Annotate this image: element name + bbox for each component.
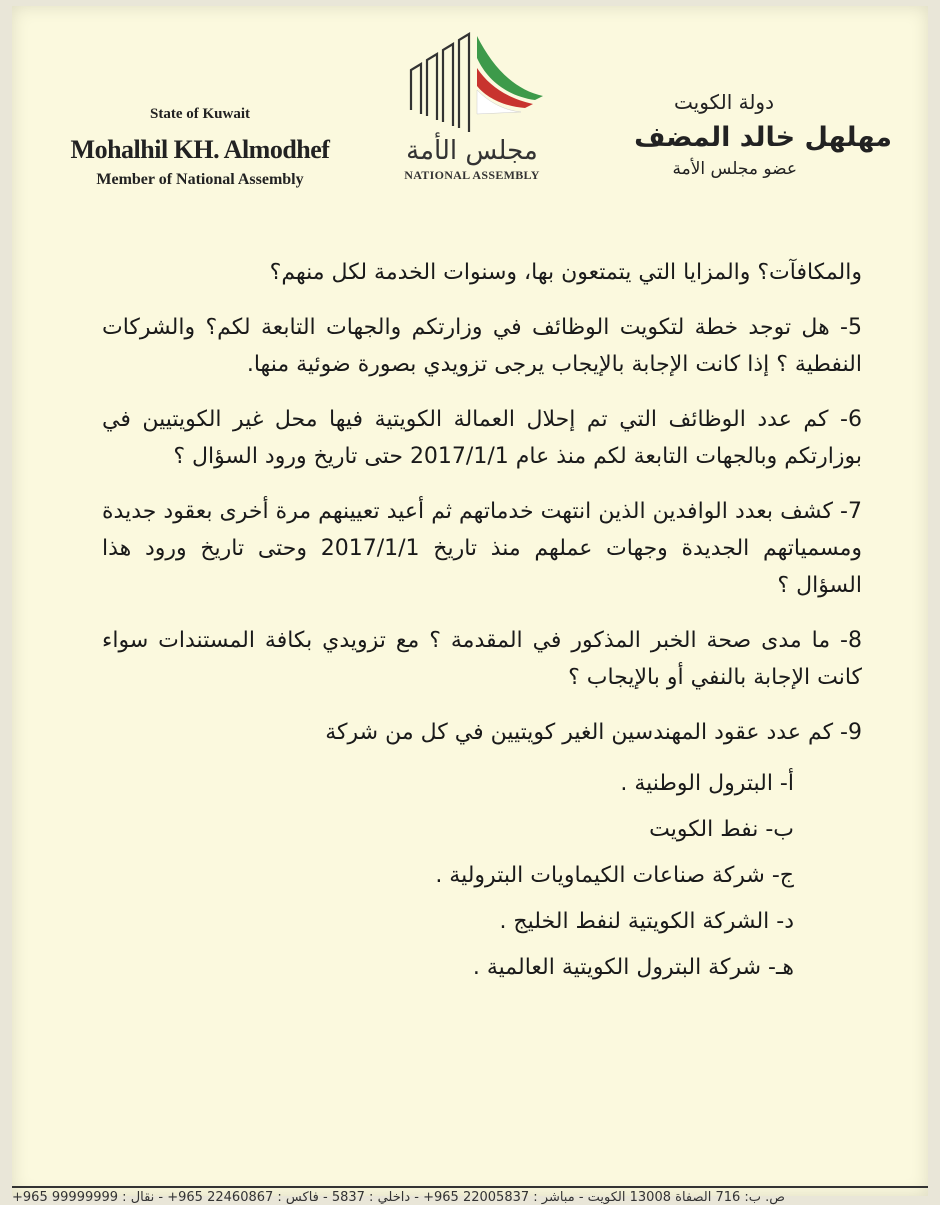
list-item: د- الشركة الكويتية لنفط الخليج . (499, 909, 794, 934)
letterhead-state-ar: دولة الكويت (674, 90, 774, 114)
letterhead-english (50, 106, 350, 189)
assembly-emblem-icon (397, 24, 547, 136)
letterhead-role-en: Member of National Assembly (96, 171, 304, 188)
letterhead-name-en: Mohalhil KH. Almodhef (70, 135, 330, 164)
letterhead-name-ar: مهلهل خالد المضف (634, 122, 892, 153)
list-item: هـ- شركة البترول الكويتية العالمية . (472, 955, 794, 980)
national-assembly-logo (387, 24, 557, 183)
question-6: 6- كم عدد الوظائف التي تم إحلال العمالة الكويتية فيها محل غير الكويتيين في بوزارتكم وبالجهات التابعة لكم منذ عام 2017/1/1 حتى تاريخ ورود السؤال ؟ (102, 407, 862, 469)
letterhead-arabic (622, 90, 892, 179)
footer-contact: ص. ب: 716 الصفاة 13008 الكويت - مباشر : 22005837 965+ - داخلي : 5837 - فاكس : 22460867 965+ - نقال : 99999999 965+ (12, 1190, 786, 1205)
list-item: ب- نفط الكويت (649, 817, 794, 842)
letterhead-state-en: State of Kuwait (150, 106, 250, 122)
paragraph-continuation: والمكافآت؟ والمزايا التي يتمتعون بها، وسنوات الخدمة لكل منهم؟ (269, 260, 862, 285)
question-5: 5- هل توجد خطة لتكويت الوظائف في وزارتكم والجهات التابعة لكم؟ والشركات النفطية ؟ إذا كانت الإجابة بالإيجاب يرجى تزويدي بصورة ضوئية منها. (102, 315, 862, 377)
logo-arabic-text: مجلس الأمة (406, 136, 538, 166)
list-item: أ- البترول الوطنية . (620, 771, 794, 796)
document-body (102, 254, 862, 999)
list-item: ج- شركة صناعات الكيماويات البترولية . (435, 863, 794, 888)
question-7: 7- كشف بعدد الوافدين الذين انتهت خدماتهم ثم أعيد تعيينهم مرة أخرى بعقود جديدة ومسمياتهم الجديدة وجهات عملهم منذ تاريخ 2017/1/1 وحتى تاريخ ورود هذا السؤال ؟ (102, 499, 862, 598)
question-9: 9- كم عدد عقود المهندسين الغير كويتيين في كل من شركة (325, 720, 862, 745)
logo-english-text: NATIONAL ASSEMBLY (404, 168, 540, 182)
document-page (12, 6, 928, 1205)
company-list (102, 769, 862, 983)
question-8: 8- ما مدى صحة الخبر المذكور في المقدمة ؟ مع تزويدي بكافة المستندات سواء كانت الإجابة بالنفي أو بالإيجاب ؟ (102, 628, 862, 690)
footer-divider (12, 1186, 928, 1188)
letterhead-role-ar: عضو مجلس الأمة (672, 159, 797, 179)
